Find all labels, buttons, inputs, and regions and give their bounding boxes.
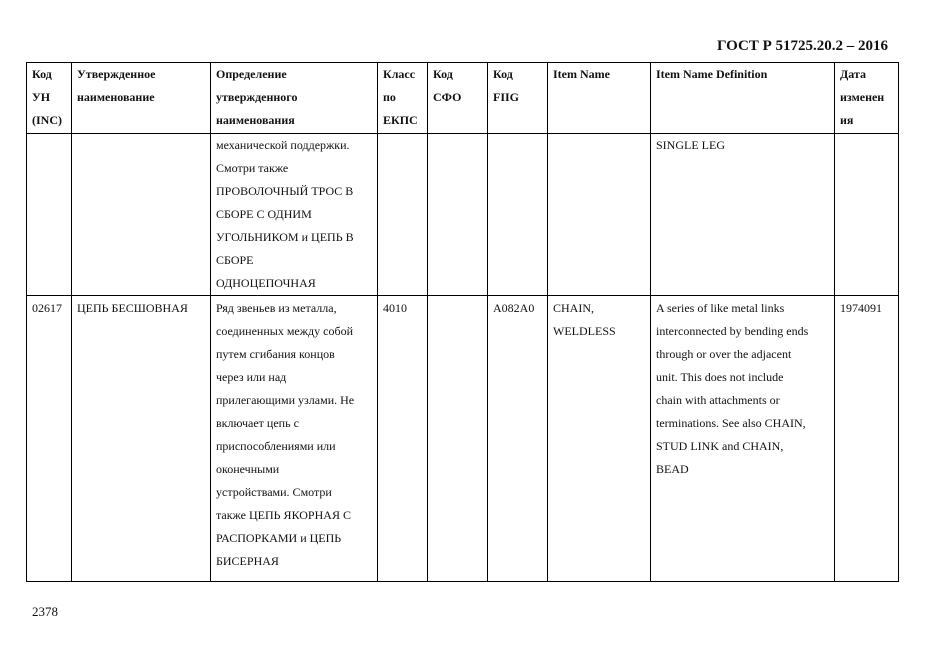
cell-name bbox=[72, 134, 211, 296]
cell-fiig-code: A082A0 bbox=[488, 296, 548, 582]
column-header-item-name: Item Name bbox=[548, 63, 651, 134]
cell-sfo-code bbox=[428, 134, 488, 296]
cell-item-name-definition: A series of like metal links interconnected by bending ends through or over the adjacent unit. This does not include chain with attachments or terminations. See also CHAIN, STUD LINK and CHAIN, BEAD bbox=[651, 296, 835, 582]
column-header-code: Код УН (INC) bbox=[27, 63, 72, 134]
column-header-ekps-class: Класс по ЕКПС bbox=[378, 63, 428, 134]
cell-ekps-class: 4010 bbox=[378, 296, 428, 582]
cell-item-name bbox=[548, 134, 651, 296]
column-header-definition: Определение утвержденного наименования bbox=[211, 63, 378, 134]
cell-change-date: 1974091 bbox=[835, 296, 899, 582]
column-header-item-name-definition: Item Name Definition bbox=[651, 63, 835, 134]
cell-code bbox=[27, 134, 72, 296]
document-standard-title: ГОСТ Р 51725.20.2 – 2016 bbox=[716, 38, 888, 54]
cell-change-date bbox=[835, 134, 899, 296]
column-header-sfo-code: Код СФО bbox=[428, 63, 488, 134]
cell-sfo-code bbox=[428, 296, 488, 582]
table-row bbox=[27, 296, 899, 582]
page-number: 2378 bbox=[32, 604, 58, 619]
table-row bbox=[27, 134, 899, 296]
column-header-name: Утвержденное наименование bbox=[72, 63, 211, 134]
cell-fiig-code bbox=[488, 134, 548, 296]
cell-definition: механической поддержки. Смотри также ПРОВОЛОЧНЫЙ ТРОС В СБОРЕ С ОДНИМ УГОЛЬНИКОМ и ЦЕПЬ В СБОРЕ ОДНОЦЕПОЧНАЯ bbox=[211, 134, 378, 296]
catalog-table bbox=[26, 62, 899, 582]
column-header-fiig-code: Код FIIG bbox=[488, 63, 548, 134]
cell-item-name: CHAIN, WELDLESS bbox=[548, 296, 651, 582]
cell-item-name-definition: SINGLE LEG bbox=[651, 134, 835, 296]
cell-code: 02617 bbox=[27, 296, 72, 582]
table-header-row bbox=[27, 63, 899, 134]
cell-definition: Ряд звеньев из металла, соединенных между собой путем сгибания концов через или над прилегающими узлами. Не включает цепь с приспособлениями или оконечными устройствами. Смотри также ЦЕПЬ ЯКОРНАЯ С РАСПОРКАМИ и ЦЕПЬ БИСЕРНАЯ bbox=[211, 296, 378, 582]
cell-ekps-class bbox=[378, 134, 428, 296]
column-header-change-date: Дата изменен ия bbox=[835, 63, 899, 134]
cell-name: ЦЕПЬ БЕСШОВНАЯ bbox=[72, 296, 211, 582]
